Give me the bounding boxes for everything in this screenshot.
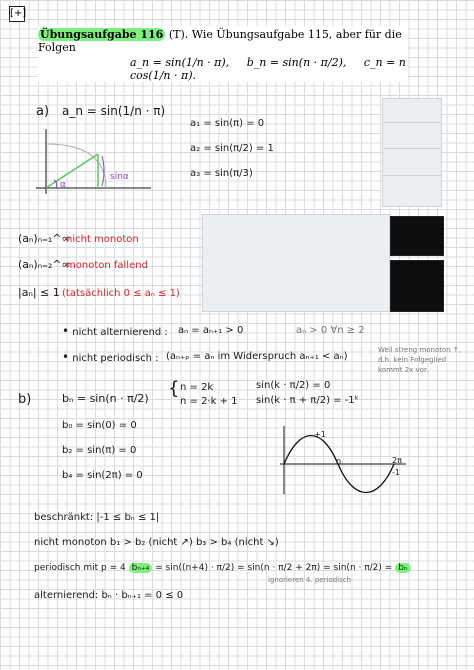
bound-expression: |aₙ| ≤ 1 <box>18 286 60 299</box>
case-even-value: sin(k · π/2) = 0 <box>256 380 331 391</box>
not-periodic-item: • nicht periodisch : <box>62 350 159 364</box>
unit-circle-diagram <box>36 124 156 199</box>
exercise-suffix: (T). Wie Übungsaufgabe 115, aber für die Folgen <box>38 28 402 54</box>
not-monotone-label: nicht monoton <box>66 234 139 245</box>
formula-a: a_n = sin(1/n · π), <box>130 56 230 69</box>
value-a1: a₁ = sin(π) = 0 <box>190 118 265 129</box>
formula-b: b_n = sin(n · π/2), <box>246 56 347 69</box>
screenshot-collage <box>202 214 390 312</box>
bound-note: (tatsächlich 0 ≤ aₙ ≤ 1) <box>62 288 180 299</box>
not-periodic-label: nicht periodisch : <box>72 353 159 364</box>
periodic-side-note: ignorieren 4. periodisch <box>268 576 352 584</box>
value-a3: a₃ = sin(π/3) <box>190 168 253 179</box>
video-thumbnail-3 <box>382 148 442 176</box>
part-b-label: b) <box>18 392 32 407</box>
case-even: n = 2k <box>180 382 214 393</box>
dark-screenshot-2 <box>390 260 444 312</box>
case-odd: n = 2·k + 1 <box>180 396 238 407</box>
periodic-expression: (aₙ₊ₚ = aₙ im Widerspruch aₙ₊₁ < aₙ) <box>166 351 348 362</box>
alternating-line: alternierend: bₙ · bₙ₊₁ = 0 ≤ 0 <box>34 590 184 601</box>
falling-label: monoton fallend <box>66 260 148 271</box>
graph-label-two-pi: 2π <box>392 456 402 465</box>
value-b2: b₂ = sin(π) = 0 <box>62 445 137 456</box>
sequence-from-2: (aₙ)ₙ₌₂^∞ <box>18 258 71 271</box>
dark-screenshot-1 <box>390 216 444 256</box>
alternating-note: aₙ > 0 ∀n ≥ 2 <box>296 325 365 336</box>
graph-label-zero: 0 <box>336 458 342 467</box>
not-alternating-label: nicht alternierend : <box>72 327 168 338</box>
exercise-label: Übungsaufgabe 116 <box>40 28 164 41</box>
page-marker: [+] <box>9 6 25 22</box>
value-b0: b₀ = sin(0) = 0 <box>62 420 137 431</box>
periodic-middle: = sin((n+4) · π/2) = sin(n · π/2 + 2π) = sin(n · π/2) = <box>155 563 393 573</box>
video-thumbnail-4 <box>382 175 442 207</box>
sequence-notation: (aₙ)ₙ₌₁^∞ <box>18 232 71 245</box>
value-b4: b₄ = sin(2π) = 0 <box>62 470 143 481</box>
sine-label: sinα <box>110 172 129 182</box>
part-b-definition: bₙ = sin(n · π/2) <box>62 392 149 405</box>
bounded-line: beschränkt: |-1 ≤ bₙ ≤ 1| <box>34 512 160 523</box>
periodic-highlight-2: bₙ <box>395 563 410 573</box>
not-monotone-line: nicht monoton b₁ > b₂ (nicht ↗) b₃ > b₄ (nicht ↘) <box>34 537 279 548</box>
video-thumbnail-2 <box>382 122 442 150</box>
exercise-statement <box>38 26 408 82</box>
part-a-definition: a_n = sin(1/n · π) <box>62 104 166 118</box>
sine-graph <box>278 424 408 496</box>
value-a2: a₂ = sin(π/2) = 1 <box>190 143 274 154</box>
graph-label-bottom: -1 <box>392 468 400 477</box>
radius-line <box>46 154 98 188</box>
case-odd-value: sin(k · π + π/2) = -1ᵏ <box>256 395 359 406</box>
angle-label: α <box>60 180 66 190</box>
part-a-label: a) <box>36 104 50 119</box>
periodic-highlight-1: bₙ₊₄ <box>129 563 153 573</box>
exercise-formulas <box>130 56 408 82</box>
graph-label-top: +1 <box>314 430 326 439</box>
exercise-title <box>38 28 408 54</box>
alternating-expression: aₙ = aₙ₊₁ > 0 <box>178 325 244 336</box>
formula-c: c_n = n cos(1/n · π). <box>130 56 406 82</box>
periodic-prefix: periodisch mit p = 4 <box>34 563 126 573</box>
periodic-note: Weil streng monoton ↑, d.h. kein Folgeglied kommt 2x vor. <box>378 346 462 374</box>
not-alternating-item: • nicht alternierend : <box>62 324 168 338</box>
periodic-line <box>34 563 411 573</box>
case-brace: { <box>168 378 180 399</box>
